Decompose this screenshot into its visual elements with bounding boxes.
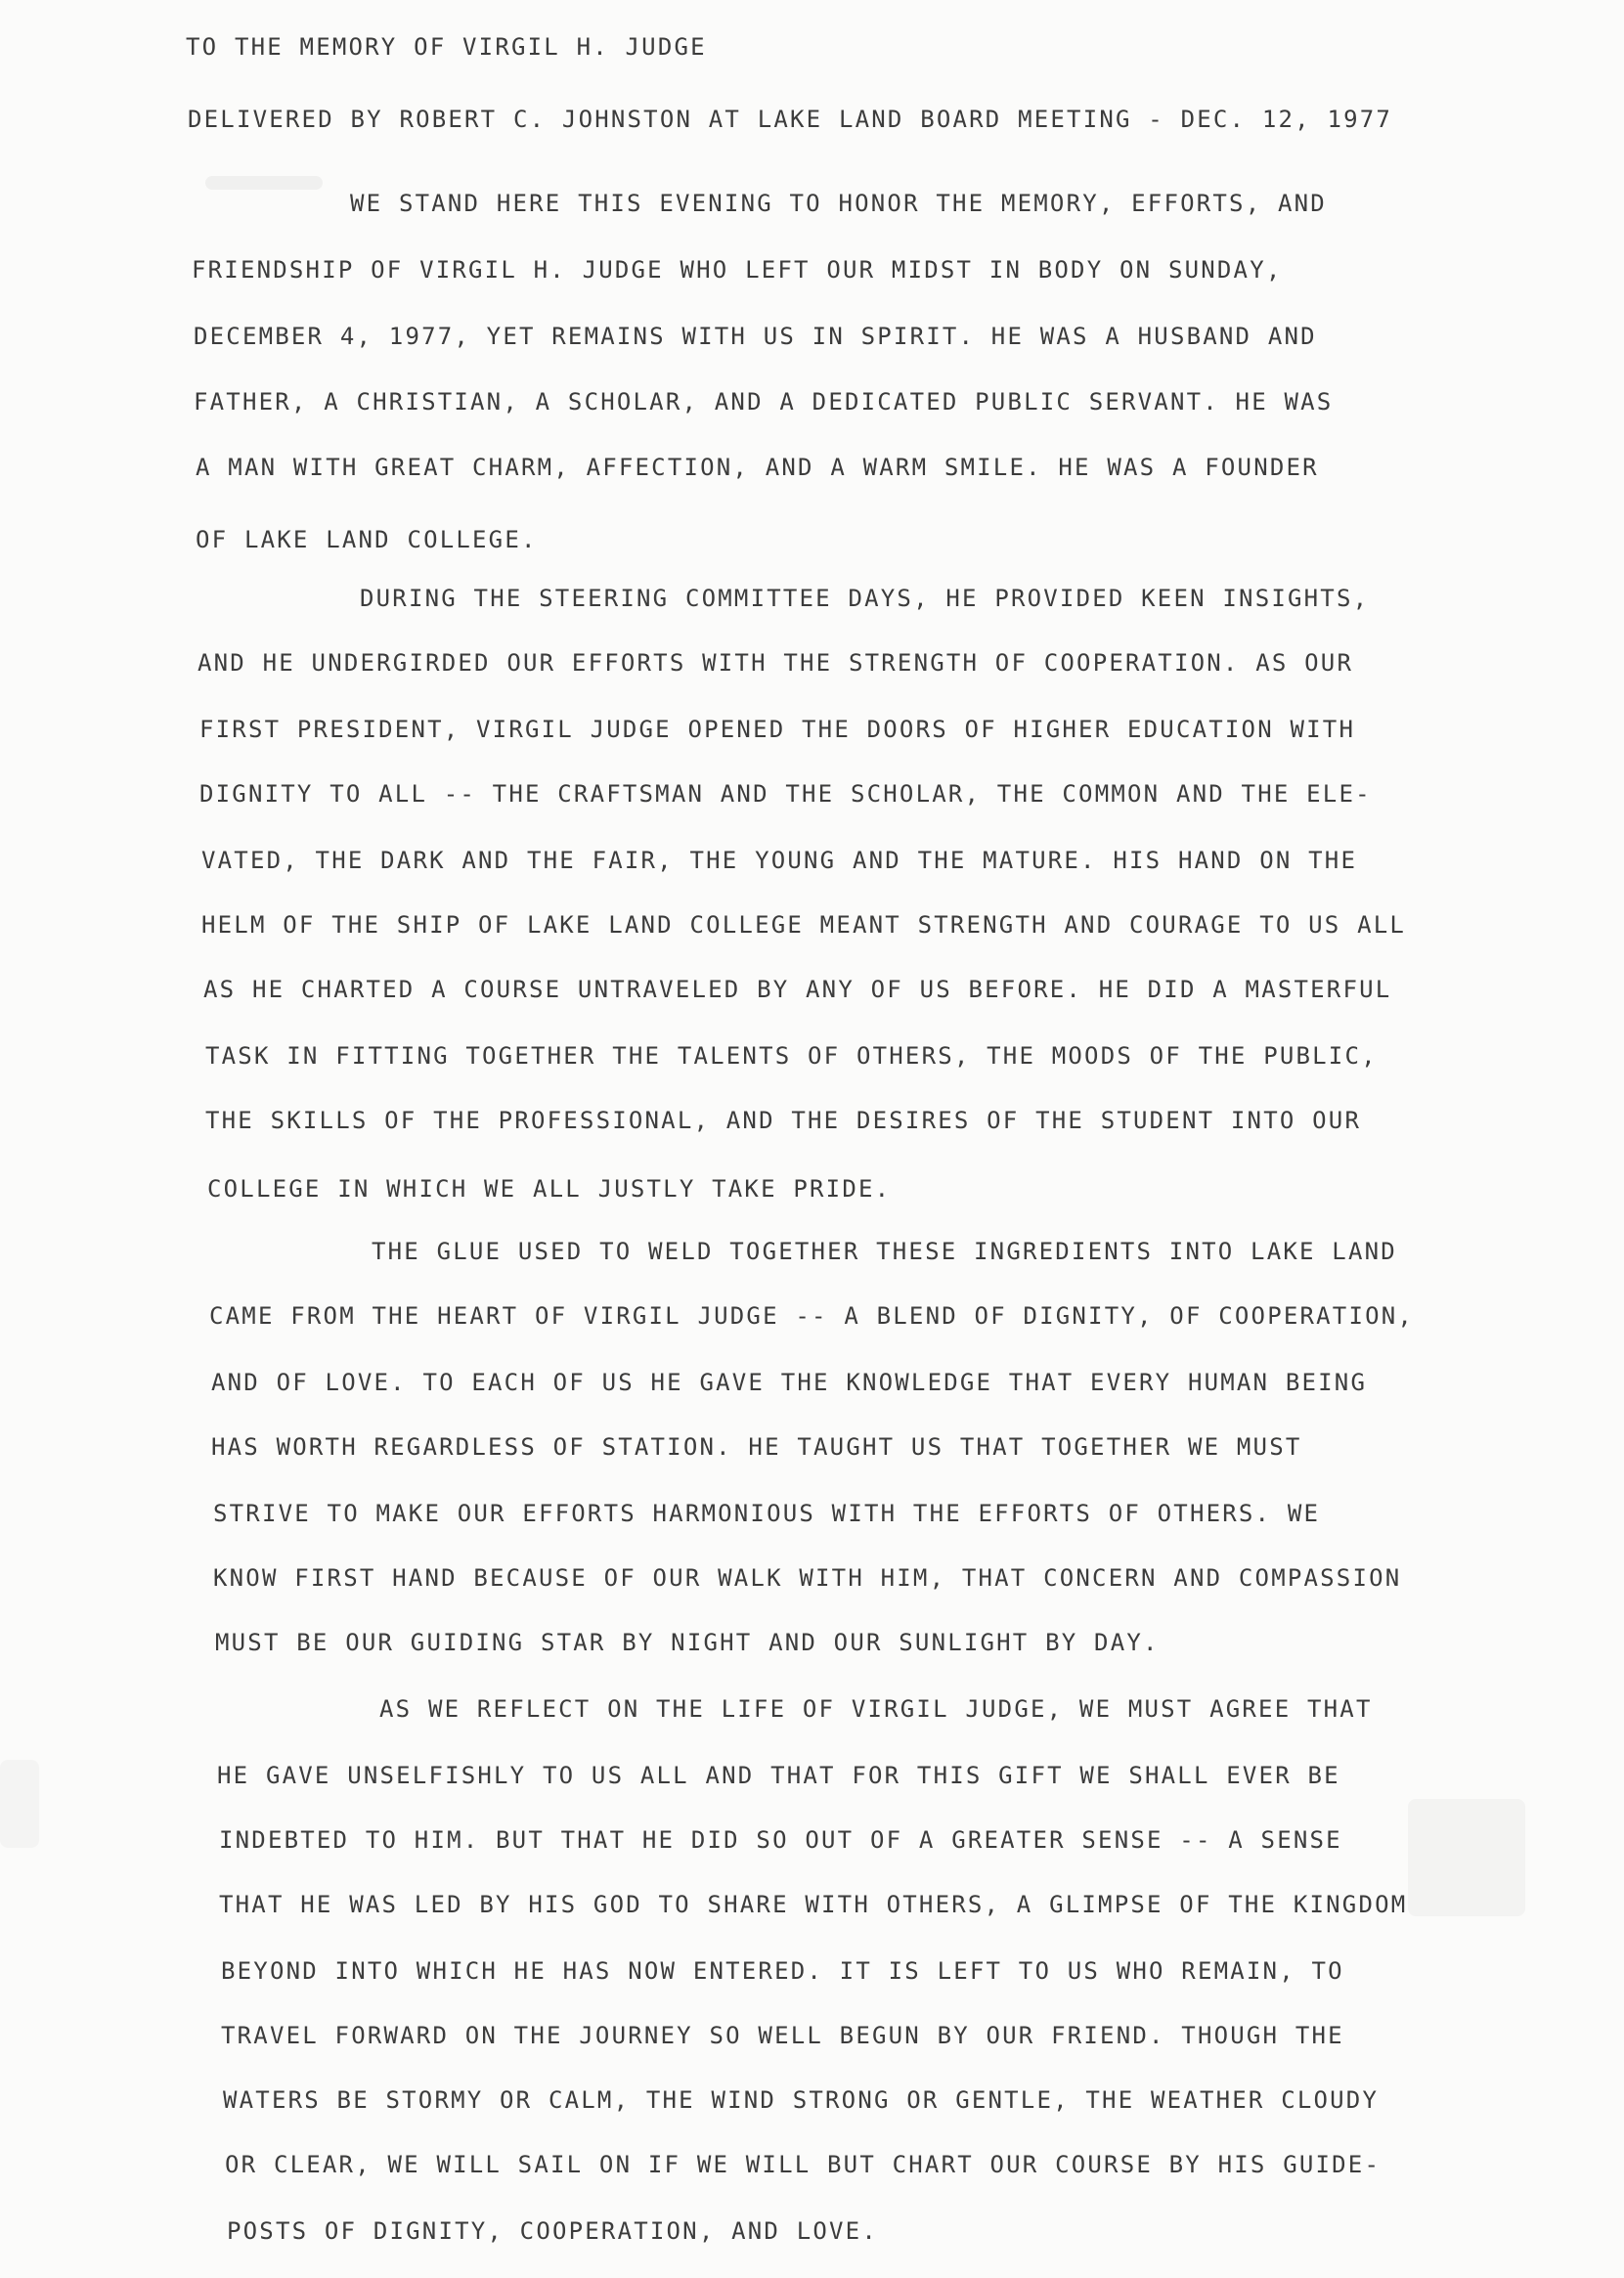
text-line: HELM OF THE SHIP OF LAKE LAND COLLEGE MEANT STRENGTH AND COURAGE TO US ALL [201, 911, 1407, 939]
text-line: WE STAND HERE THIS EVENING TO HONOR THE MEMORY, EFFORTS, AND [350, 190, 1327, 217]
text-line: DURING THE STEERING COMMITTEE DAYS, HE PROVIDED KEEN INSIGHTS, [360, 585, 1370, 612]
text-line: HAS WORTH REGARDLESS OF STATION. HE TAUGHT US THAT TOGETHER WE MUST [211, 1433, 1302, 1461]
text-line: AS WE REFLECT ON THE LIFE OF VIRGIL JUDGE, WE MUST AGREE THAT [379, 1695, 1373, 1723]
text-line: DECEMBER 4, 1977, YET REMAINS WITH US IN SPIRIT. HE WAS A HUSBAND AND [194, 323, 1317, 350]
text-line: KNOW FIRST HAND BECAUSE OF OUR WALK WITH HIM, THAT CONCERN AND COMPASSION [213, 1564, 1402, 1592]
text-line: INDEBTED TO HIM. BUT THAT HE DID SO OUT OF A GREATER SENSE -- A SENSE [219, 1826, 1342, 1854]
text-line: THAT HE WAS LED BY HIS GOD TO SHARE WITH OTHERS, A GLIMPSE OF THE KINGDOM [219, 1891, 1408, 1918]
text-line: AND HE UNDERGIRDED OUR EFFORTS WITH THE STRENGTH OF COOPERATION. AS OUR [198, 649, 1354, 677]
text-line: MUST BE OUR GUIDING STAR BY NIGHT AND OUR SUNLIGHT BY DAY. [215, 1629, 1160, 1656]
text-line: THE GLUE USED TO WELD TOGETHER THESE INGREDIENTS INTO LAKE LAND [372, 1238, 1397, 1265]
text-line: COLLEGE IN WHICH WE ALL JUSTLY TAKE PRIDE. [207, 1175, 892, 1203]
text-line: AS HE CHARTED A COURSE UNTRAVELED BY ANY OF US BEFORE. HE DID A MASTERFUL [203, 976, 1392, 1003]
scan-smudge [1408, 1799, 1525, 1916]
text-line: BEYOND INTO WHICH HE HAS NOW ENTERED. IT IS LEFT TO US WHO REMAIN, TO [221, 1957, 1344, 1985]
text-line: AND OF LOVE. TO EACH OF US HE GAVE THE KNOWLEDGE THAT EVERY HUMAN BEING [211, 1369, 1368, 1396]
document-title: TO THE MEMORY OF VIRGIL H. JUDGE [186, 33, 707, 61]
text-line: TASK IN FITTING TOGETHER THE TALENTS OF OTHERS, THE MOODS OF THE PUBLIC, [205, 1042, 1378, 1070]
text-line: HE GAVE UNSELFISHLY TO US ALL AND THAT FOR THIS GIFT WE SHALL EVER BE [217, 1762, 1340, 1789]
text-line: WATERS BE STORMY OR CALM, THE WIND STRONG OR GENTLE, THE WEATHER CLOUDY [223, 2086, 1380, 2114]
text-line: FIRST PRESIDENT, VIRGIL JUDGE OPENED THE DOORS OF HIGHER EDUCATION WITH [199, 716, 1356, 743]
text-line: VATED, THE DARK AND THE FAIR, THE YOUNG AND THE MATURE. HIS HAND ON THE [201, 847, 1358, 874]
text-line: TRAVEL FORWARD ON THE JOURNEY SO WELL BEGUN BY OUR FRIEND. THOUGH THE [221, 2022, 1344, 2049]
text-line: OF LAKE LAND COLLEGE. [196, 526, 538, 553]
text-line: OR CLEAR, WE WILL SAIL ON IF WE WILL BUT CHART OUR COURSE BY HIS GUIDE- [225, 2151, 1382, 2178]
document-subtitle: DELIVERED BY ROBERT C. JOHNSTON AT LAKE LAND BOARD MEETING - DEC. 12, 1977 [188, 106, 1393, 133]
text-line: FATHER, A CHRISTIAN, A SCHOLAR, AND A DEDICATED PUBLIC SERVANT. HE WAS [194, 388, 1334, 416]
text-line: DIGNITY TO ALL -- THE CRAFTSMAN AND THE SCHOLAR, THE COMMON AND THE ELE- [199, 780, 1372, 808]
scan-smudge [0, 1760, 39, 1848]
text-line: STRIVE TO MAKE OUR EFFORTS HARMONIOUS WITH THE EFFORTS OF OTHERS. WE [213, 1500, 1321, 1527]
scan-smudge [205, 176, 323, 190]
text-line: CAME FROM THE HEART OF VIRGIL JUDGE -- A BLEND OF DIGNITY, OF COOPERATION, [209, 1302, 1415, 1330]
text-line: THE SKILLS OF THE PROFESSIONAL, AND THE DESIRES OF THE STUDENT INTO OUR [205, 1107, 1362, 1134]
text-line: POSTS OF DIGNITY, COOPERATION, AND LOVE. [227, 2217, 878, 2245]
text-line: A MAN WITH GREAT CHARM, AFFECTION, AND A WARM SMILE. HE WAS A FOUNDER [196, 454, 1319, 481]
text-line: FRIENDSHIP OF VIRGIL H. JUDGE WHO LEFT OUR MIDST IN BODY ON SUNDAY, [192, 256, 1283, 284]
